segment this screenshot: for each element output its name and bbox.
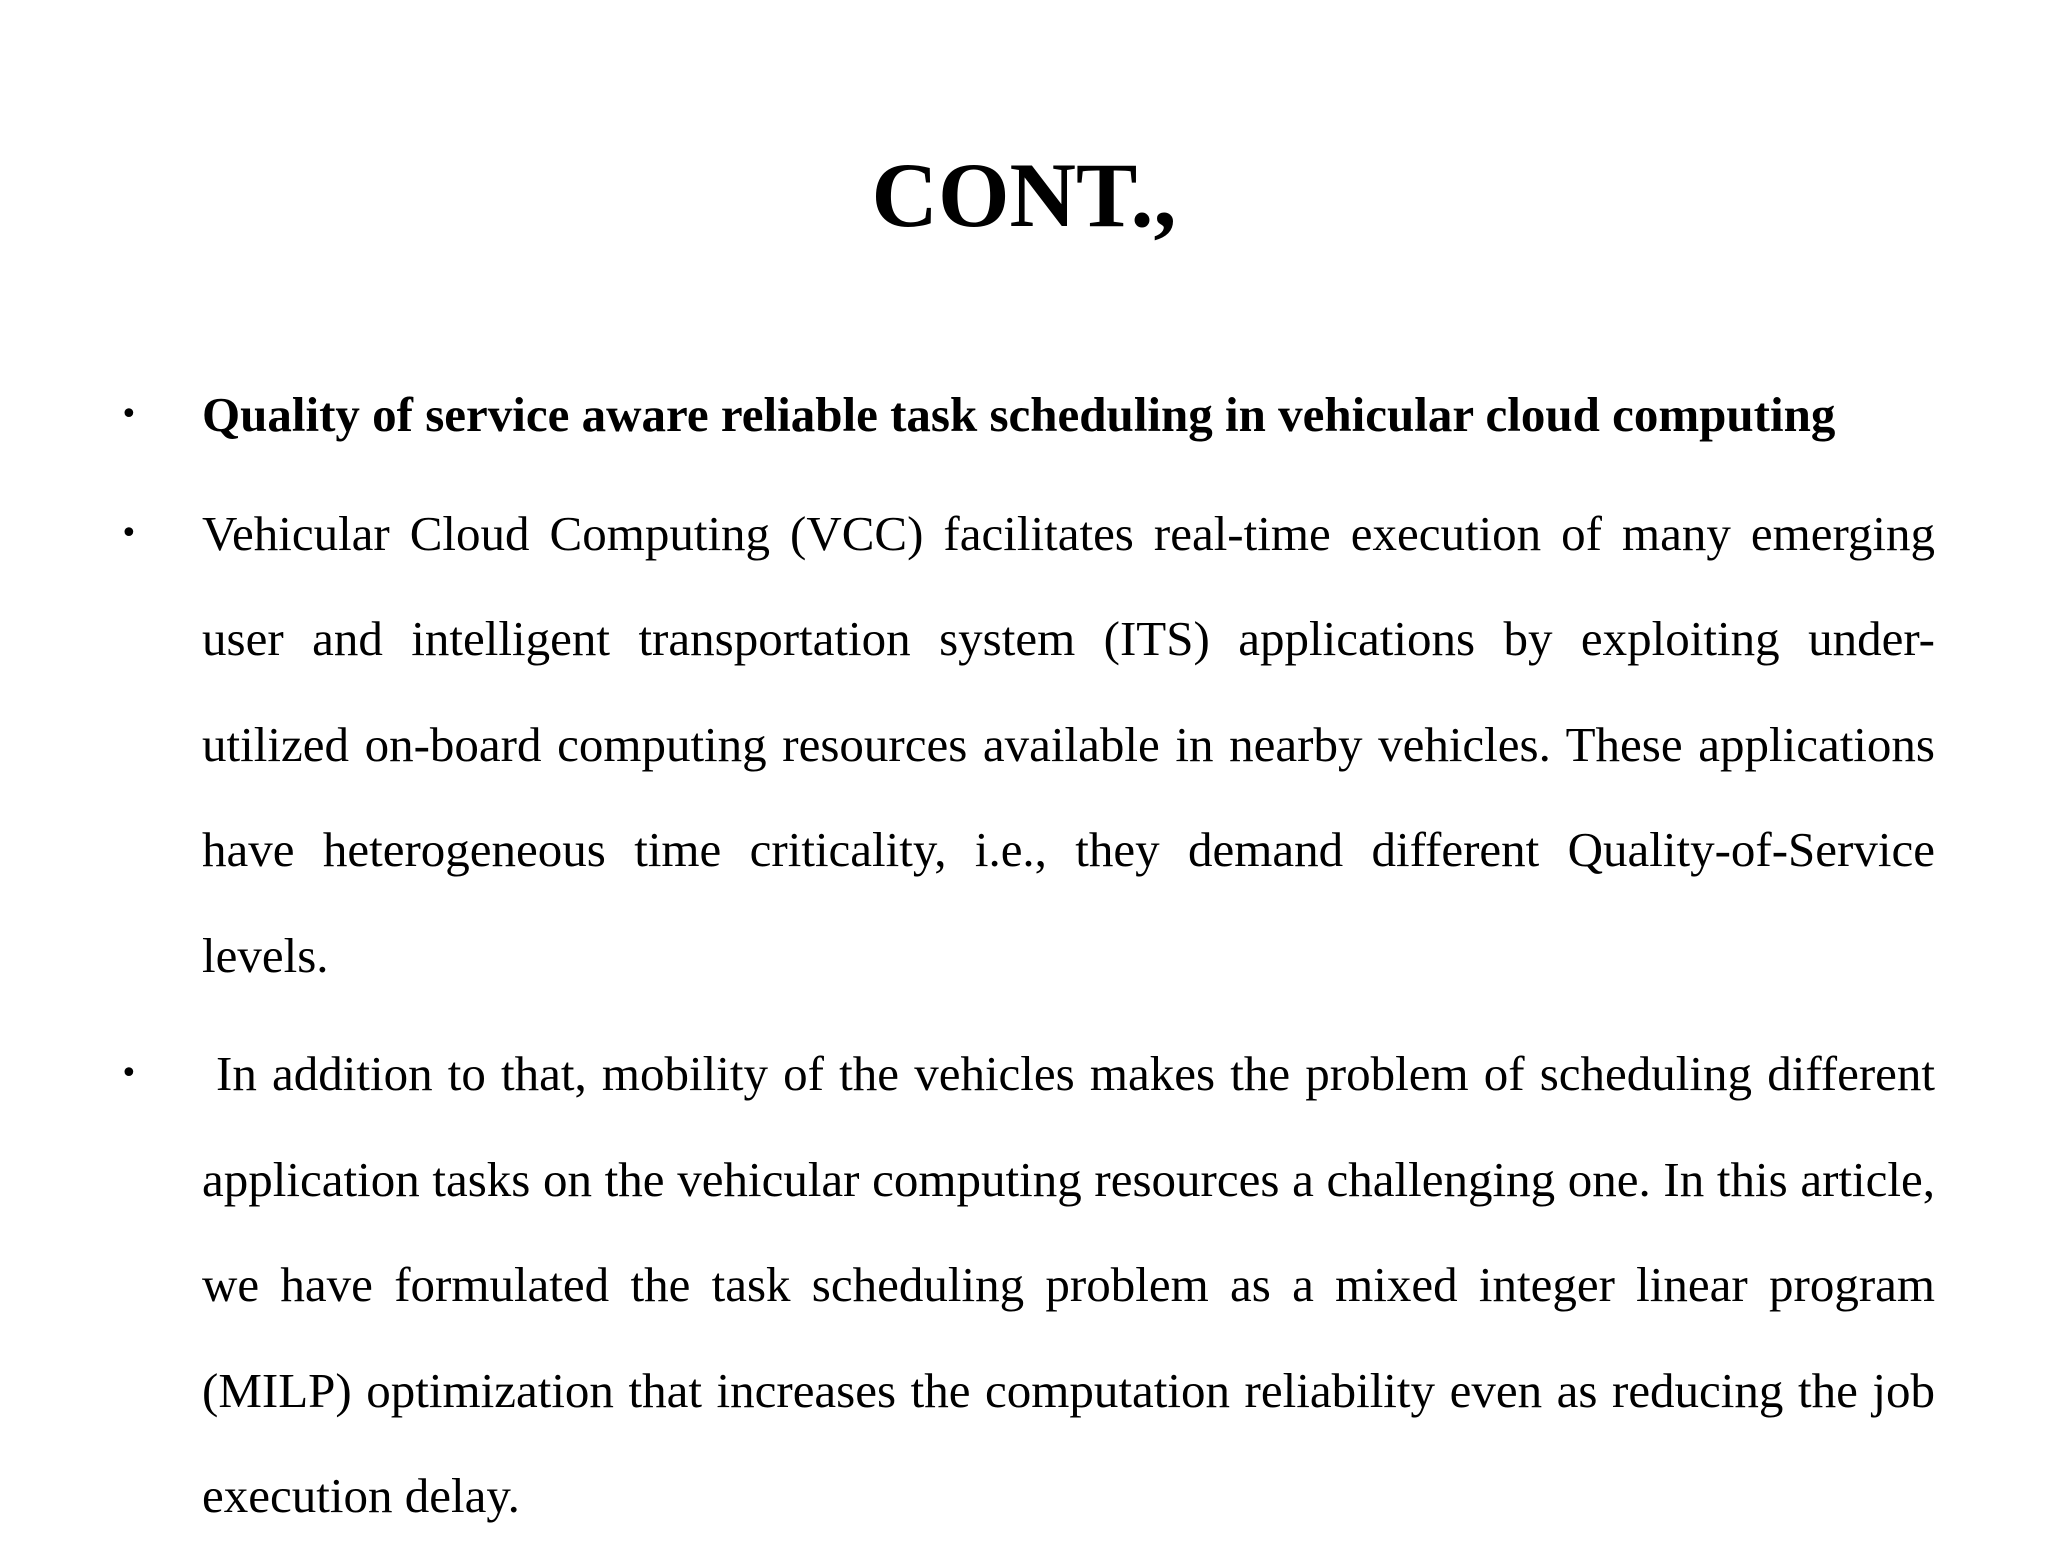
- bullet-item-mobility-scheduling: [120, 1021, 1935, 1549]
- bullet-text: In addition to that, mobility of the vehicles makes the problem of scheduling different application tasks on the vehicular computing resources a challenging one. In this article, we have formulated the task scheduling problem as a mixed integer linear program (MILP) optimization that increases the computation reliability even as reducing the job execution delay.: [202, 1046, 1935, 1523]
- bullet-list: [120, 362, 1935, 1562]
- bullet-item-paper-title: [120, 362, 1935, 468]
- slide-title: CONT.,: [871, 144, 1177, 246]
- bullet-marker: •: [120, 1056, 138, 1091]
- bullet-text: Vehicular Cloud Computing (VCC) facilitates real-time execution of many emerging user and intelligent transportation system (ITS) applications by exploiting under-utilized on-board computing resources available in nearby vehicles. These applications have heterogeneous time criticality, i.e., they demand different Quality-of-Service levels.: [202, 505, 1935, 983]
- bullet-item-vcc-description: [120, 481, 1935, 1009]
- bullet-marker: •: [120, 397, 138, 432]
- bullet-marker: •: [120, 515, 138, 551]
- bullet-text: Quality of service aware reliable task scheduling in vehicular cloud computing: [202, 387, 1836, 442]
